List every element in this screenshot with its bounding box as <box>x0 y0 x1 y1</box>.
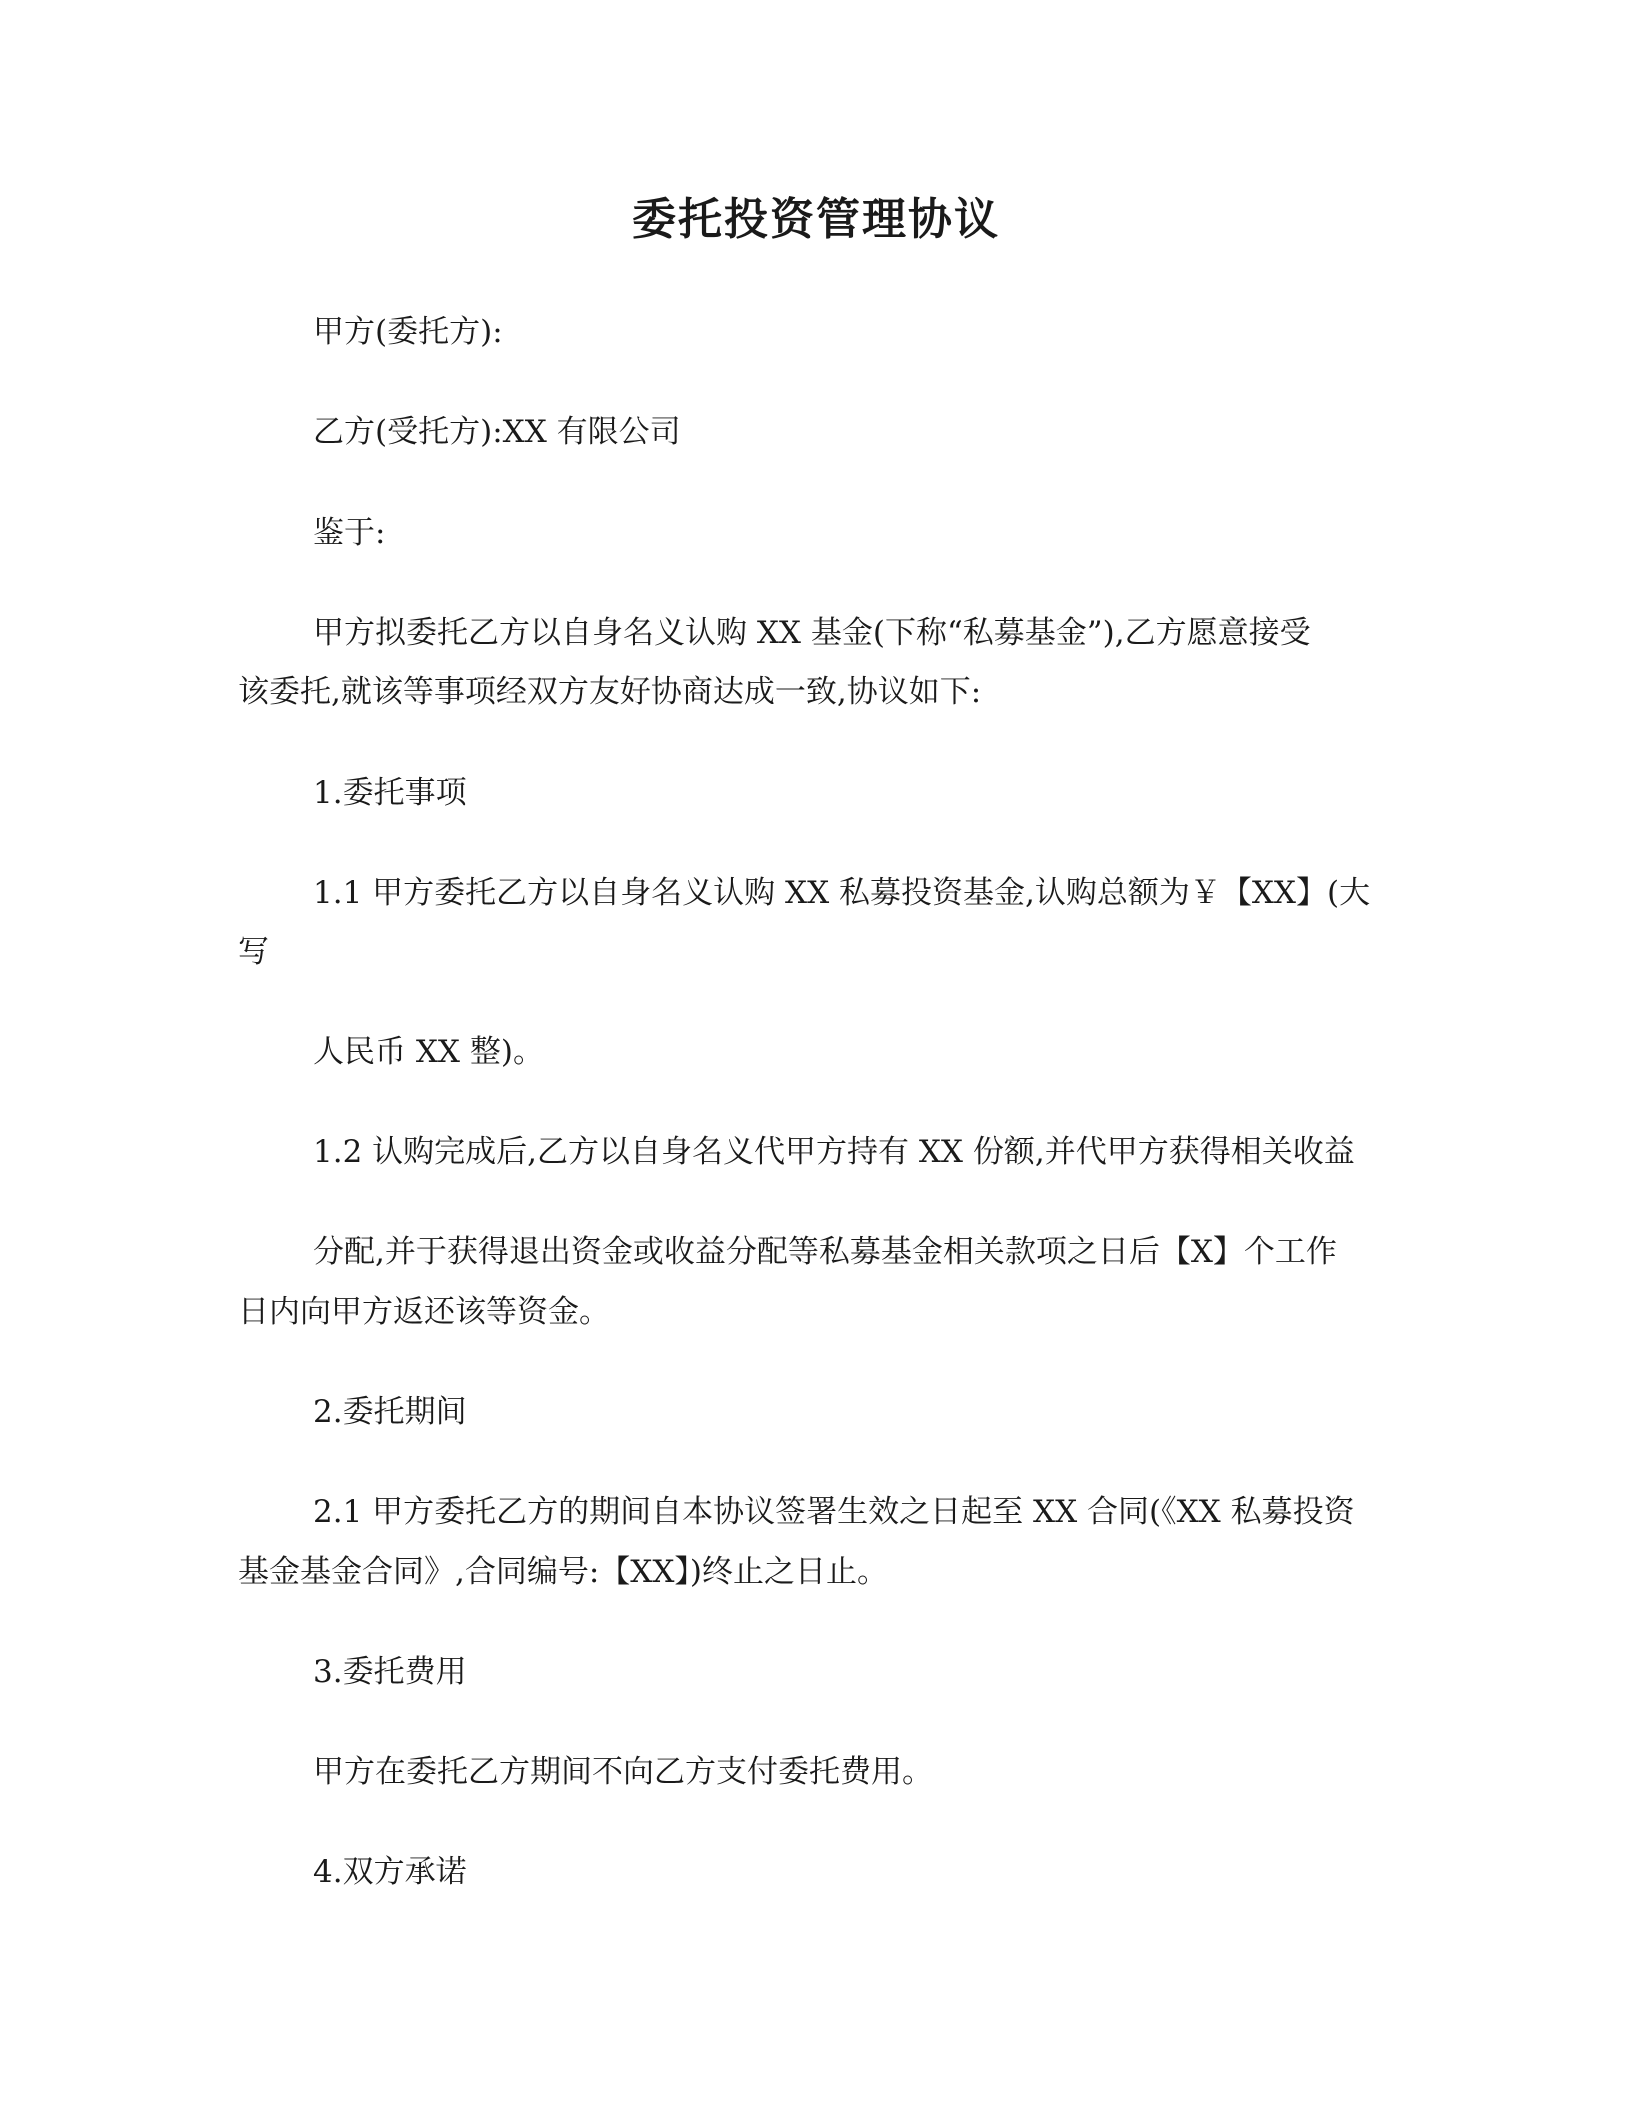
whereas-heading: 鉴于: <box>313 515 386 551</box>
clause-2-1-line-1: 2.1 甲方委托乙方的期间自本协议签署生效之日起至 XX 合同(《XX 私募投资 <box>313 1494 1355 1530</box>
party-a-line: 甲方(委托方): <box>313 314 503 350</box>
section-4-heading: 4.双方承诺 <box>313 1854 467 1890</box>
clause-2-1-line-2: 基金基金合同》,合同编号:【XX】)终止之日止。 <box>238 1554 889 1590</box>
clause-1-1-line-3: 人民币 XX 整)。 <box>313 1034 544 1070</box>
section-3-body: 甲方在委托乙方期间不向乙方支付委托费用。 <box>313 1754 933 1790</box>
section-2-heading: 2.委托期间 <box>313 1394 467 1430</box>
clause-1-2-line-3: 日内向甲方返还该等资金。 <box>238 1294 610 1330</box>
clause-1-2-line-1: 1.2 认购完成后,乙方以自身名义代甲方持有 XX 份额,并代甲方获得相关收益 <box>313 1134 1355 1170</box>
clause-1-1-line-2: 写 <box>238 934 269 970</box>
clause-1-2-line-2: 分配,并于获得退出资金或收益分配等私募基金相关款项之日后【X】个工作 <box>313 1234 1337 1270</box>
clause-1-1-line-1: 1.1 甲方委托乙方以自身名义认购 XX 私募投资基金,认购总额为￥【XX】(大 <box>313 875 1371 911</box>
recital-line-1: 甲方拟委托乙方以自身名义认购 XX 基金(下称“私募基金”),乙方愿意接受 <box>313 615 1311 651</box>
section-1-heading: 1.委托事项 <box>313 775 467 811</box>
section-3-heading: 3.委托费用 <box>313 1654 467 1690</box>
document-title: 委托投资管理协议 <box>632 194 1000 245</box>
recital-line-2: 该委托,就该等事项经双方友好协商达成一致,协议如下: <box>238 674 982 710</box>
party-b-line: 乙方(受托方):XX 有限公司 <box>313 414 681 450</box>
